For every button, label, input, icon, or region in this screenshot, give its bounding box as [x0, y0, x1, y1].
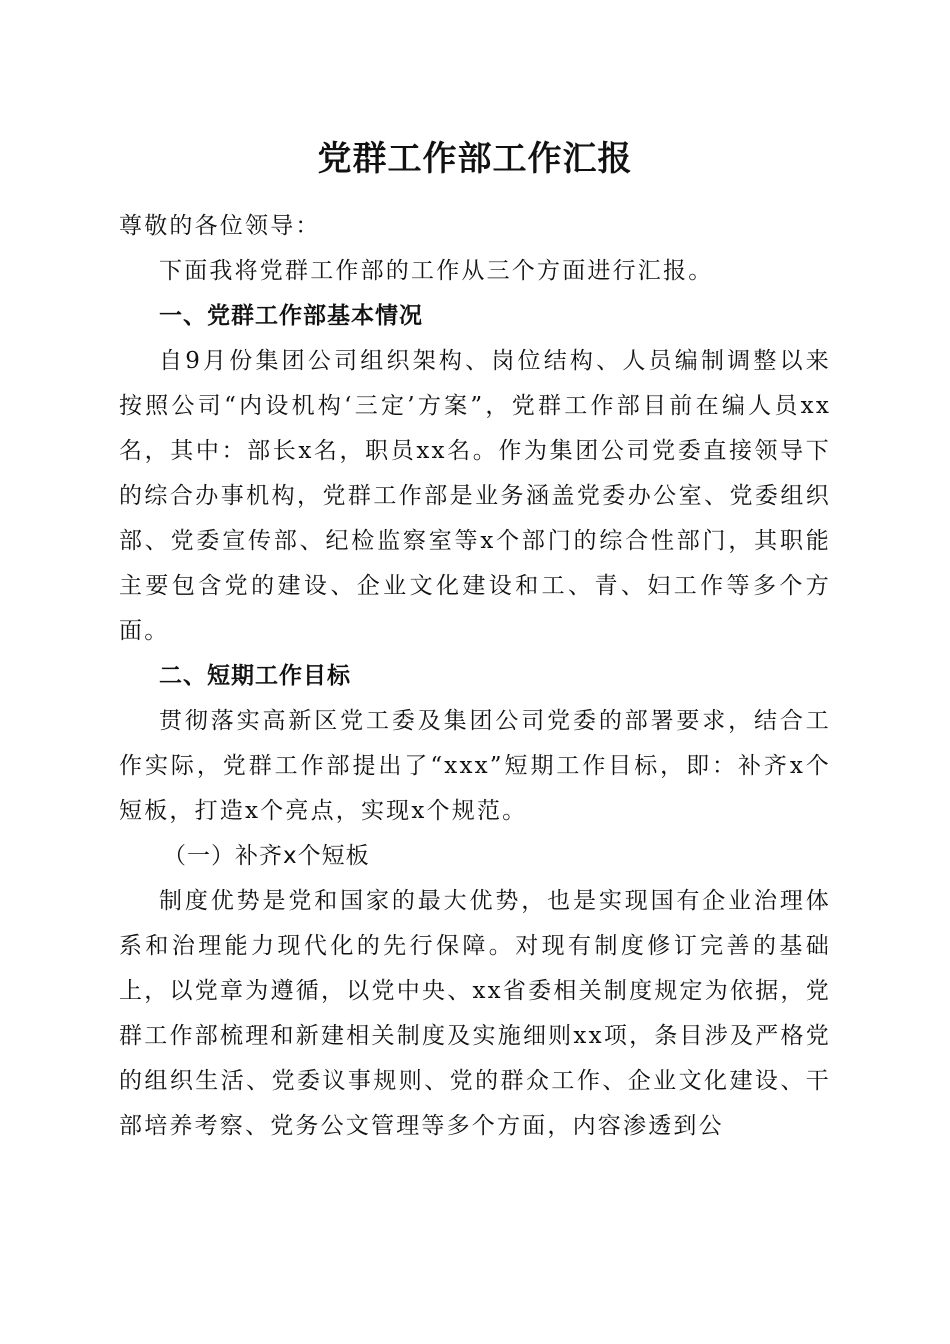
salutation: 尊敬的各位领导： — [119, 213, 321, 239]
intro-paragraph: 下面我将党群工作部的工作从三个方面进行汇报。 — [159, 258, 714, 284]
document-title: 党群工作部工作汇报 — [317, 139, 633, 179]
subsection-paragraph-shortcomings: 制度优势是党和国家的最大优势，也是实现国有企业治理体系和治理能力现代化的先行保障。对现有制度修订完善的基础上，以党章为遵循，以党中央、xx省委相关制度规定为依据，党群工作部梳理和新建相关制度及实施细则xx项，条目涉及严格党的组织生活、党委议事规则、党的群众工作、企业文化建设、干部培养考察、党务公文管理等多个方面，内容渗透到公 — [119, 888, 831, 1139]
section-paragraph-basic-info: 自9月份集团公司组织架构、岗位结构、人员编制调整以来按照公司“内设机构‘三定’方案”，党群工作部目前在编人员xx名，其中：部长x名，职员xx名。作为集团公司党委直接领导下的综合办事机构，党群工作部是业务涵盖党委办公室、党委组织部、党委宣传部、纪检监察室等x个部门的综合性部门，其职能主要包含党的建设、企业文化建设和工、青、妇工作等多个方面。 — [119, 348, 831, 644]
subsection-heading-shortcomings: （一）补齐x个短板 — [163, 843, 370, 869]
section-paragraph-short-term-goals: 贯彻落实高新区党工委及集团公司党委的部署要求，结合工作实际，党群工作部提出了“xxx”短期工作目标，即：补齐x个短板，打造x个亮点，实现x个规范。 — [119, 708, 831, 824]
section-heading-short-term-goals: 二、短期工作目标 — [159, 663, 351, 689]
document-body — [119, 204, 831, 1149]
section-heading-basic-info: 一、党群工作部基本情况 — [159, 303, 423, 329]
